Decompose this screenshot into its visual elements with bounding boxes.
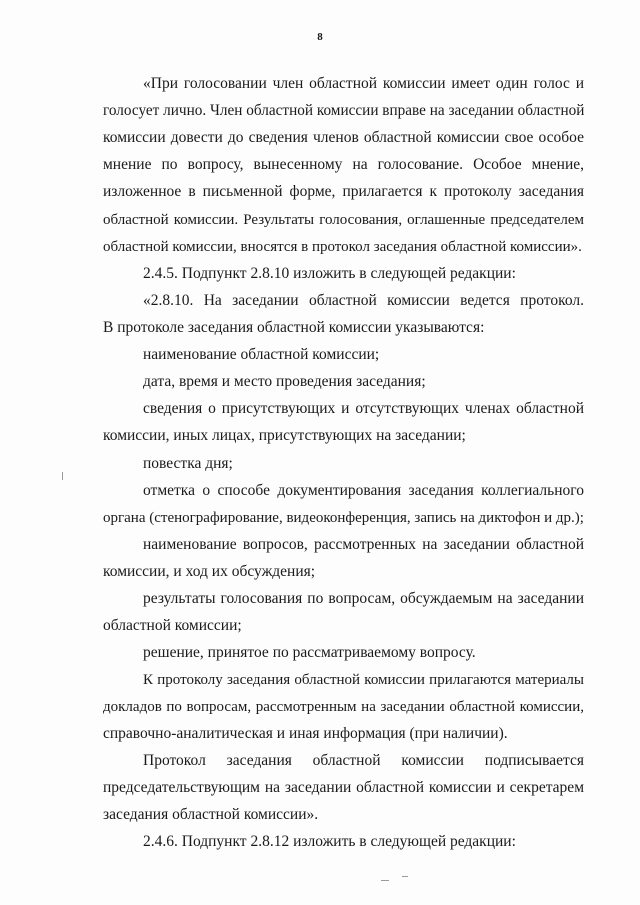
paragraph-line: 2.4.5. Подпункт 2.8.10 изложить в следующей редакции: xyxy=(143,265,516,282)
page-number: 8 xyxy=(317,31,323,43)
paragraph-line: голосует лично. Член областной комиссии вправе на заседании областной xyxy=(103,102,585,119)
list-line: комиссии, иных лицах, присутствующих на заседании; xyxy=(103,427,466,444)
paragraph-line: председательствующим на заседании областной комиссии и секретарем xyxy=(103,779,584,796)
list-line: областной комиссии; xyxy=(103,617,242,634)
paragraph-line: изложенное в письменной форме, прилагается к протоколу заседания xyxy=(103,183,584,200)
paragraph-line: 2.4.6. Подпункт 2.8.12 изложить в следующей редакции: xyxy=(143,833,516,850)
paragraph-line: справочно-аналитическая и иная информация (при наличии). xyxy=(103,725,508,742)
list-line: дата, время и место проведения заседания; xyxy=(143,373,426,390)
list-line: наименование вопросов, рассмотренных на заседании областной xyxy=(143,536,584,553)
scan-mark xyxy=(381,880,389,881)
paragraph-line: докладов по вопросам, рассмотренным на заседании областной комиссии, xyxy=(103,699,584,715)
scan-mark xyxy=(402,876,408,877)
list-line: отметка о способе документирования заседания коллегиального xyxy=(143,482,584,499)
paragraph-line: «2.8.10. На заседании областной комиссии ведется протокол. xyxy=(143,292,584,309)
paragraph-line: В протоколе заседания областной комиссии указываются: xyxy=(103,319,485,336)
list-line: сведения о присутствующих и отсутствующих членах областной xyxy=(143,400,584,417)
paragraph-line: заседания областной комиссии». xyxy=(103,806,319,823)
paragraph-line: комиссии довести до сведения членов областной комиссии свое особое xyxy=(103,129,584,146)
list-line: комиссии, и ход их обсуждения; xyxy=(103,563,316,580)
paragraph-line: областной комиссии. Результаты голосования, оглашенные председателем xyxy=(103,212,584,228)
list-line: решение, принятое по рассматриваемому вопросу. xyxy=(143,644,476,661)
list-line: результаты голосования по вопросам, обсуждаемым на заседании xyxy=(143,590,584,607)
list-line: повестка дня; xyxy=(143,455,233,472)
list-line: органа (стенографирование, видеоконференция, запись на диктофон и др.); xyxy=(103,510,584,526)
paragraph-line: К протоколу заседания областной комиссии прилагаются материалы xyxy=(143,672,584,688)
paragraph-line: областной комиссии, вносятся в протокол заседания областной комиссии». xyxy=(103,239,582,255)
scan-mark xyxy=(62,472,63,480)
paragraph-line: мнение по вопросу, вынесенному на голосование. Особое мнение, xyxy=(103,156,584,173)
paragraph-line: Протокол заседания областной комиссии подписывается xyxy=(143,752,584,769)
paragraph-line: «При голосовании член областной комиссии имеет один голос и xyxy=(143,75,584,92)
list-line: наименование областной комиссии; xyxy=(143,346,380,363)
